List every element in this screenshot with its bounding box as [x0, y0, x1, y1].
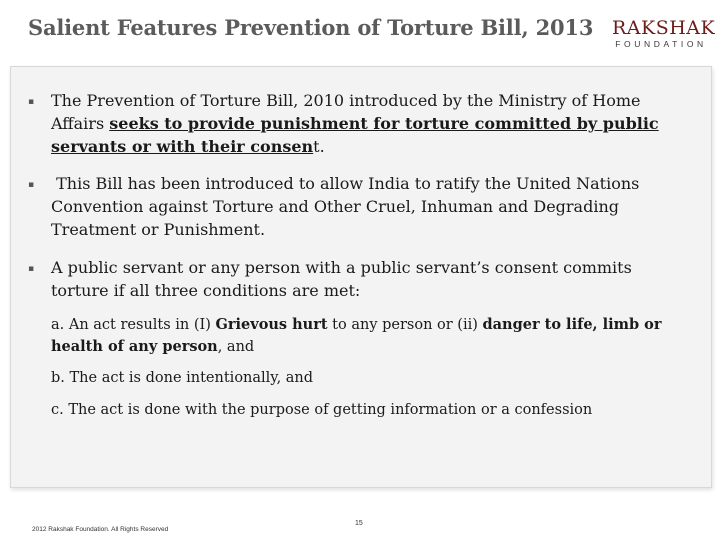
- bullet-text-emphasis: seeks to provide punishment for torture committed by public servants or with their consen: [51, 114, 659, 156]
- bullet-item-1: [28, 89, 678, 158]
- condition-a-bold-1: Grievous hurt: [215, 316, 328, 333]
- bullet-marker: ▪: [28, 264, 35, 274]
- bullet-item-3: [28, 256, 678, 302]
- bullet-marker: ▪: [28, 180, 35, 190]
- logo-wordmark: RAKSHAK: [612, 17, 716, 39]
- condition-a-text-2: to any person or (ii): [327, 317, 483, 333]
- bullet-marker: ▪: [28, 97, 35, 107]
- bullet-text: This Bill has been introduced to allow India to ratify the United Nations Convention against Torture and Other Cruel, Inhuman and Degrading Treatment or Punishment.: [51, 174, 645, 239]
- condition-c: c. The act is done with the purpose of getting information or a confession: [51, 402, 593, 418]
- bullet-text-tail: t.: [313, 137, 325, 156]
- condition-a: [51, 314, 691, 358]
- slide-title: Salient Features Prevention of Torture Bill, 2013: [28, 15, 594, 40]
- rakshak-foundation-logo: [612, 17, 716, 49]
- bullet-item-2: [28, 172, 678, 241]
- logo-subtitle: FOUNDATION: [615, 39, 707, 49]
- condition-a-text-3: , and: [217, 339, 255, 355]
- bullet-text: [51, 89, 678, 158]
- bullet-text: A public servant or any person with a public servant’s consent commits torture if all three conditions are met:: [51, 258, 632, 300]
- footer-copyright: 2012 Rakshak Foundation. All Rights Reserved: [32, 526, 169, 533]
- footer-page-number: 15: [355, 520, 363, 527]
- condition-a-bold-2: danger to life, limb or health of any person: [51, 316, 662, 355]
- condition-b: b. The act is done intentionally, and: [51, 370, 314, 386]
- condition-a-text-1: a. An act results in (I): [51, 317, 216, 333]
- bullet-text-plain: The Prevention of Torture Bill, 2010 introduced by the Ministry of Home Affairs: [51, 91, 641, 133]
